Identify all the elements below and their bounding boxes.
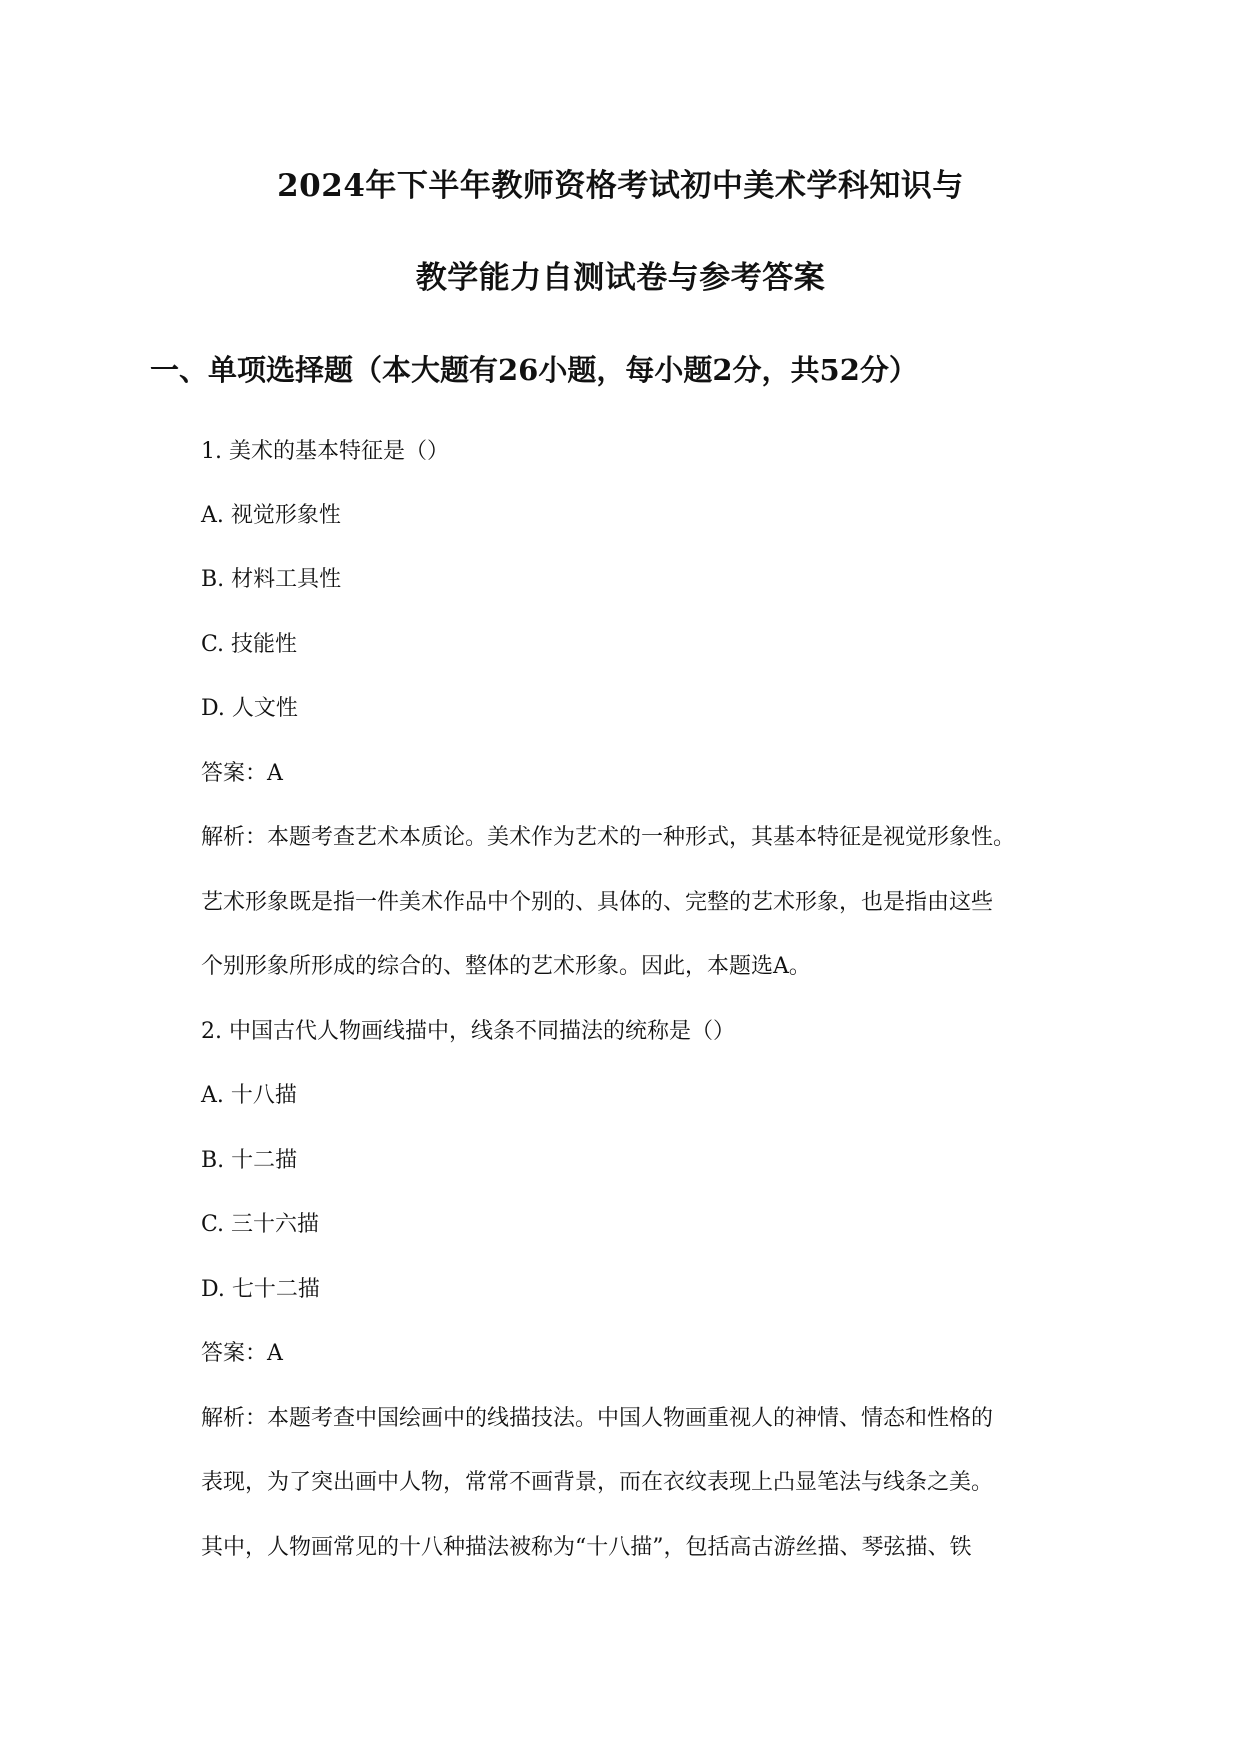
question-1-option-a: A. 视觉形象性 bbox=[201, 503, 341, 528]
document-title-line-1: 2024年下半年教师资格考试初中美术学科知识与 bbox=[277, 168, 964, 204]
question-2-option-d: D. 七十二描 bbox=[201, 1277, 320, 1302]
question-1-analysis-line-1: 解析：本题考查艺术本质论。美术作为艺术的一种形式，其基本特征是视觉形象性。 bbox=[201, 825, 1016, 850]
question-1-option-d: D. 人文性 bbox=[201, 696, 298, 721]
question-2-analysis-line-3: 其中，人物画常见的十八种描法被称为“十八描”，包括高古游丝描、琴弦描、铁 bbox=[201, 1535, 972, 1560]
question-2-option-a: A. 十八描 bbox=[201, 1083, 297, 1108]
document-title-line-2: 教学能力自测试卷与参考答案 bbox=[415, 260, 826, 296]
question-2-option-c: C. 三十六描 bbox=[201, 1212, 320, 1237]
question-1-analysis-line-2: 艺术形象既是指一件美术作品中个别的、具体的、完整的艺术形象，也是指由这些 bbox=[201, 890, 994, 915]
question-1-option-c: C. 技能性 bbox=[201, 632, 298, 657]
question-1-analysis-line-3: 个别形象所形成的综合的、整体的艺术形象。因此，本题选A。 bbox=[201, 954, 811, 979]
section-heading: 一、单项选择题（本大题有26小题，每小题2分，共52分） bbox=[150, 353, 918, 387]
question-1-answer: 答案：A bbox=[201, 761, 283, 786]
question-2-analysis-line-2: 表现，为了突出画中人物，常常不画背景，而在衣纹表现上凸显笔法与线条之美。 bbox=[201, 1470, 994, 1495]
question-2-option-b: B. 十二描 bbox=[201, 1148, 298, 1173]
question-2-stem: 2. 中国古代人物画线描中，线条不同描法的统称是（） bbox=[201, 1019, 735, 1044]
question-2-analysis-line-1: 解析：本题考查中国绘画中的线描技法。中国人物画重视人的神情、情态和性格的 bbox=[201, 1406, 994, 1431]
question-2-answer: 答案：A bbox=[201, 1341, 283, 1366]
question-1-stem: 1. 美术的基本特征是（） bbox=[201, 439, 449, 464]
question-1-option-b: B. 材料工具性 bbox=[201, 567, 342, 592]
